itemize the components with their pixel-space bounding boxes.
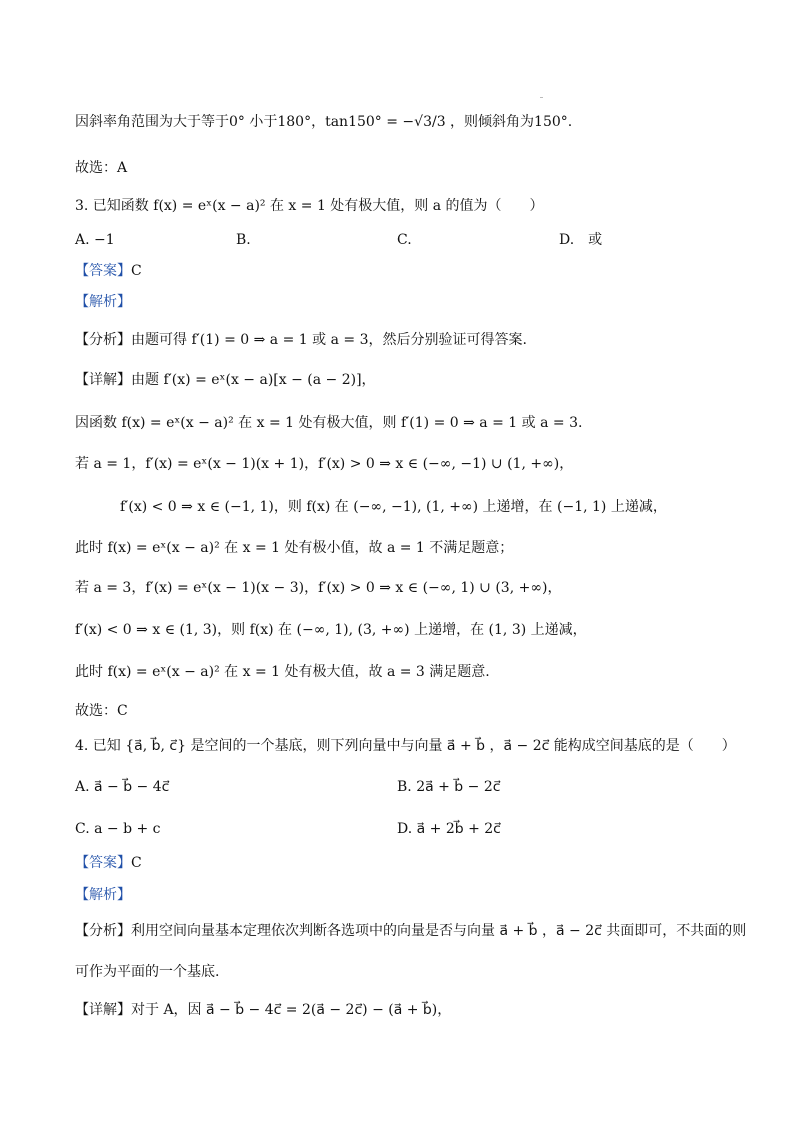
question-3: 3. 已知函数 f(x) = eˣ(x − a)² 在 x = 1 处有极大值，则 a 的值为（ ）	[75, 198, 544, 214]
xiangjie-tag: 【详解】	[75, 1002, 131, 1018]
fenxi-text: 由题可得 f′(1) = 0 ⇒ a = 1 或 a = 3，然后分别验证可得答案.	[131, 332, 527, 348]
analysis-line	[75, 330, 527, 350]
question-4: 4. 已知 {a⃗, b⃗, c⃗} 是空间的一个基底，则下列向量中与向量 a⃗ + b⃗ ，a⃗ − 2c⃗ 能构成空间基底的是（ ）	[75, 738, 736, 754]
text-line: 若 a = 3，f′(x) = eˣ(x − 1)(x − 3)，f′(x) > 0 ⇒ x ∈ (−∞, 1) ∪ (3, +∞)，	[75, 580, 562, 596]
fenxi-text: 利用空间向量基本定理依次判断各选项中的向量是否与向量 a⃗ + b⃗ ，a⃗ − 2c⃗ 共面即可，不共面的则	[131, 923, 747, 939]
fenxi-tag: 【分析】	[75, 923, 131, 939]
option-d: D. 或	[559, 232, 603, 248]
text-line: 此时 f(x) = eˣ(x − a)² 在 x = 1 处有极大值，故 a = 3 满足题意.	[75, 664, 490, 680]
xiangjie-tag: 【详解】	[75, 372, 131, 388]
text-line: 故选：C	[75, 703, 128, 719]
option-c: C.	[397, 232, 412, 248]
answer-tag: 【答案】	[75, 263, 131, 279]
option-b: B.	[236, 232, 251, 248]
detail-line	[75, 370, 376, 390]
analysis-tag: 【解析】	[75, 887, 131, 903]
detail-line	[75, 1000, 451, 1020]
analysis-tag: 【解析】	[75, 294, 131, 310]
answer-tag: 【答案】	[75, 855, 131, 871]
text-line: 故选：A	[75, 160, 128, 176]
text-line: 此时 f(x) = eˣ(x − a)² 在 x = 1 处有极小值，故 a = 1 不满足题意；	[75, 540, 514, 556]
answer-value: C	[131, 263, 142, 279]
xiangjie-text: 对于 A，因 a⃗ − b⃗ − 4c⃗ = 2(a⃗ − 2c⃗) − (a⃗ + b⃗)，	[131, 1002, 452, 1018]
answer-line	[75, 261, 142, 281]
option-b: B. 2a⃗ + b⃗ − 2c⃗	[397, 779, 501, 795]
option-c: C. a − b + c	[75, 821, 161, 837]
option-d: D. a⃗ + 2b⃗ + 2c⃗	[397, 821, 501, 837]
text-line: 若 a = 1，f′(x) = eˣ(x − 1)(x + 1)，f′(x) > 0 ⇒ x ∈ (−∞, −1) ∪ (1, +∞)，	[75, 456, 574, 472]
analysis-line	[75, 921, 746, 941]
text-line: 可作为平面的一个基底.	[75, 964, 220, 980]
answer-value: C	[131, 855, 142, 871]
text-line: 因斜率角范围为大于等于0° 小于180°，tan150° = −√3/3 ，则倾斜角为150°.	[75, 114, 573, 130]
answer-line	[75, 853, 142, 873]
text-line: f′(x) < 0 ⇒ x ∈ (1, 3)，则 f(x) 在 (−∞, 1), (3, +∞) 上递增，在 (1, 3) 上递减，	[75, 622, 587, 638]
text-line: f′(x) < 0 ⇒ x ∈ (−1, 1)，则 f(x) 在 (−∞, −1), (1, +∞) 上递增，在 (−1, 1) 上递减，	[120, 499, 667, 515]
xiangjie-text: 由题 f′(x) = eˣ(x − a)[x − (a − 2)]，	[131, 372, 376, 388]
option-a: A. −1	[75, 232, 115, 248]
text-line: 因函数 f(x) = eˣ(x − a)² 在 x = 1 处有极大值，则 f′(1) = 0 ⇒ a = 1 或 a = 3.	[75, 415, 583, 431]
option-a: A. a⃗ − b⃗ − 4c⃗	[75, 779, 170, 795]
scan-mark	[540, 97, 543, 98]
fenxi-tag: 【分析】	[75, 332, 131, 348]
